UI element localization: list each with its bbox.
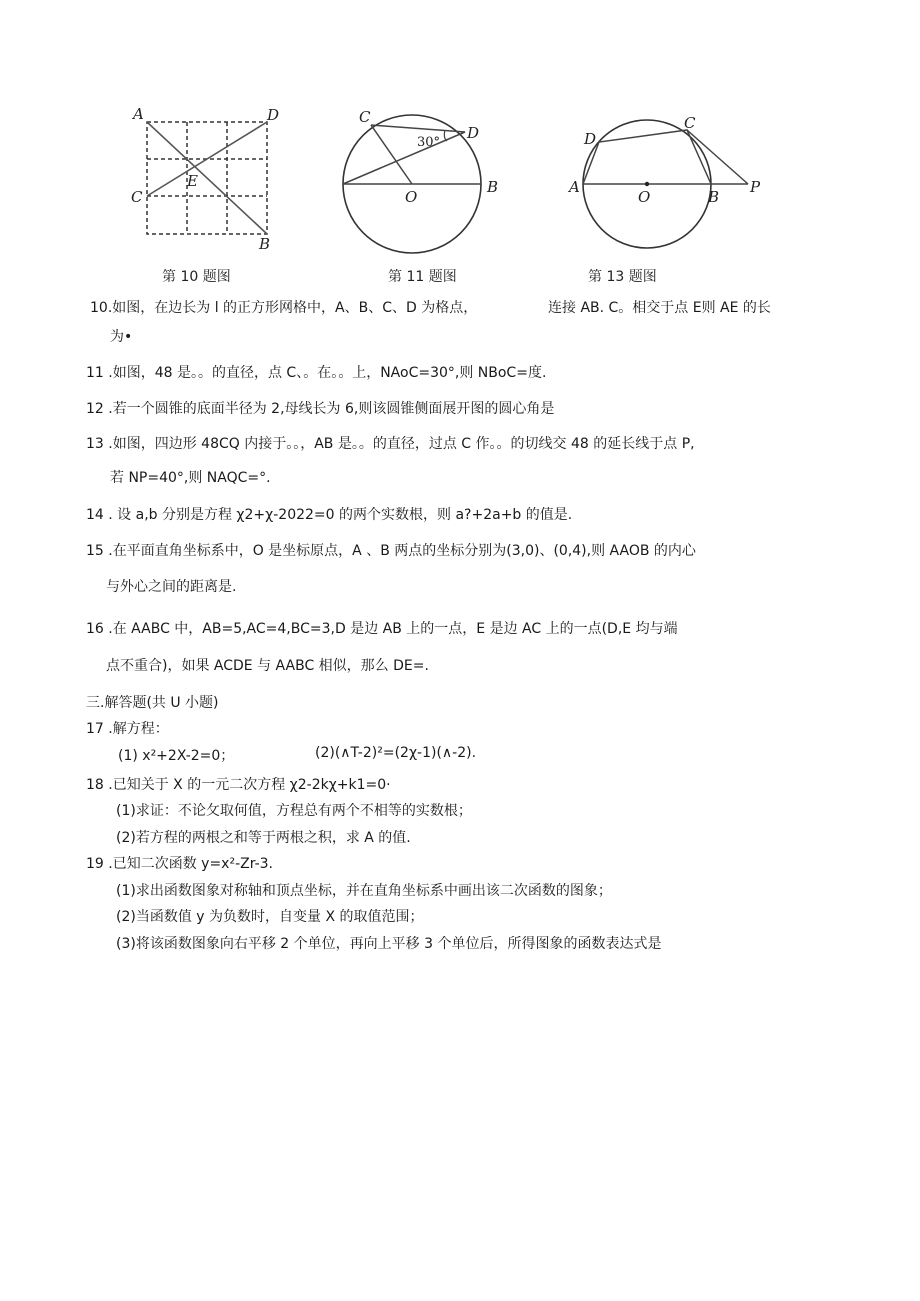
section-3-heading: 三.解答题(共 U 小题) [86,695,219,711]
fig10-label-a: A [133,105,144,123]
fig10-caption: 第 10 题图 [162,269,231,285]
fig10-label-c: C [131,188,143,206]
fig13-label-b: B [708,188,720,206]
fig11-label-c: C [359,108,371,126]
figure-10 [125,102,285,252]
question-15: 15 .在平面直角坐标系中，O 是坐标原点，A 、B 两点的坐标分别为(3,0)、(0,4),则 AAOB 的内心 [86,543,696,559]
question-16: 16 .在 AABC 中，AB=5,AC=4,BC=3,D 是边 AB 上的一点，E 是边 AC 上的一点(D,E 均与端 [86,621,678,637]
question-18-part-2: (2)若方程的两根之和等于两根之积，求 A 的值. [116,830,411,846]
fig11-caption: 第 11 题图 [388,269,457,285]
fig10-label-e: E [187,172,198,190]
question-17: 17 .解方程： [86,721,169,737]
question-15-cont: 与外心之间的距离是. [106,579,237,595]
question-10-cont: 为• [110,329,133,345]
fig13-label-d: D [584,130,597,148]
fig11-label-o: O [405,188,418,206]
question-18-part-1: (1)求证：不论攵取何值，方程总有两个不相等的实数根； [116,803,472,819]
question-16-cont: 点不重合)，如果 ACDE 与 AABC 相似，那么 DE=. [106,658,429,674]
question-11: 11 .如图，48 是。。的直径，点 C、。在。。上，NAoC=30°,则 NBoC=度. [86,365,547,381]
question-19-part-2: (2)当函数值 y 为负数时，自变量 X 的取值范围； [116,909,424,925]
fig11-label-d: D [467,124,480,142]
figure-11 [335,108,515,258]
fig11-angle-label: 30° [417,135,441,150]
fig10-label-b: B [259,235,271,252]
fig11-label-b: B [487,178,499,196]
question-14: 14 . 设 a,b 分别是方程 χ2+χ-2022=0 的两个实数根，则 a?+2a+b 的值是. [86,507,573,523]
fig10-label-d: D [267,106,280,124]
fig13-label-a: A [569,178,580,196]
question-13-cont: 若 NP=40°,则 NAQC=°. [110,470,271,486]
fig13-label-c: C [684,114,696,132]
question-19-part-3: (3)将该函数图象向右平移 2 个单位，再向上平移 3 个单位后，所得图象的函数表达式是 [116,936,662,952]
question-17-part-1: (1) x²+2X-2=0； [118,748,235,764]
question-17-part-2: (2)(∧T-2)²=(2χ-1)(∧-2). [315,745,477,761]
fig13-label-p: P [750,178,761,196]
fig13-label-o: O [638,188,651,206]
question-12: 12 .若一个圆锥的底面半径为 2,母线长为 6,则该圆锥侧面展开图的圆心角是 [86,401,555,417]
figure-13 [566,108,766,258]
question-18: 18 .已知关于 X 的一元二次方程 χ2-2kχ+k1=0· [86,777,391,793]
question-10: 10.如图，在边长为 l 的正方形网格中，A、B、C、D 为格点， [90,300,478,316]
question-13: 13 .如图，四边形 48CQ 内接于。。，AB 是。。的直径，过点 C 作。。的切线交 48 的延长线于点 P, [86,436,695,452]
question-19-part-1: (1)求出函数图象对称轴和顶点坐标，并在直角坐标系中画出该二次函数的图象； [116,883,612,899]
question-10-right: 连接 AB. C。相交于点 E则 AE 的长 [548,300,771,316]
fig13-caption: 第 13 题图 [588,269,657,285]
question-19: 19 .已知二次函数 y=x²-Zr-3. [86,856,273,872]
